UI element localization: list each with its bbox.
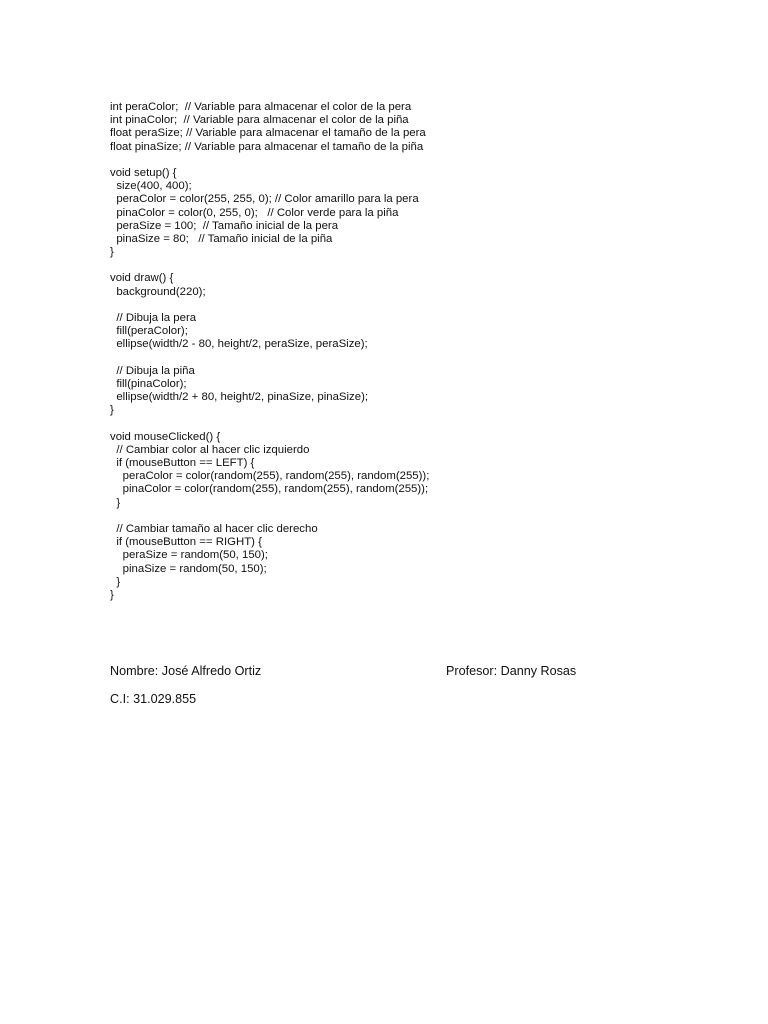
code-line: ellipse(width/2 + 80, height/2, pinaSize, pinaSize);	[110, 391, 369, 404]
code-line: ellipse(width/2 - 80, height/2, peraSize, peraSize);	[110, 338, 368, 351]
code-line: if (mouseButton == RIGHT) {	[110, 536, 262, 549]
code-line: int pinaColor; // Variable para almacenar el color de la piña	[110, 114, 409, 127]
code-line: fill(pinaColor);	[110, 377, 187, 390]
code-line: void draw() {	[110, 272, 174, 285]
code-line: size(400, 400);	[110, 180, 192, 193]
student-name: Nombre: José Alfredo Ortiz	[110, 664, 262, 678]
code-line: // Cambiar tamaño al hacer clic derecho	[110, 523, 318, 535]
code-line: // Cambiar color al hacer clic izquierdo	[110, 443, 310, 456]
code-line: peraColor = color(random(255), random(255), random(255));	[110, 470, 430, 483]
code-block	[110, 101, 670, 602]
code-line: // Dibuja la piña	[110, 364, 195, 377]
code-line: void mouseClicked() {	[110, 430, 221, 443]
code-line	[110, 299, 670, 312]
code-line	[110, 259, 670, 272]
code-line	[110, 510, 670, 523]
code-line: int peraColor; // Variable para almacenar el color de la pera	[110, 101, 412, 113]
code-line: // Dibuja la pera	[110, 312, 197, 324]
code-line: fill(peraColor);	[110, 325, 188, 338]
code-line: background(220);	[110, 285, 206, 298]
code-line: void setup() {	[110, 166, 177, 179]
code-line	[110, 418, 670, 431]
code-line: if (mouseButton == LEFT) {	[110, 457, 255, 470]
code-line	[110, 154, 670, 167]
code-line	[110, 352, 670, 365]
student-id: C.I: 31.029.855	[110, 692, 197, 706]
professor-name: Profesor: Danny Rosas	[446, 664, 577, 678]
code-line: peraSize = 100; // Tamaño inicial de la pera	[110, 219, 339, 232]
code-line: pinaColor = color(0, 255, 0); // Color verde para la piña	[110, 206, 399, 219]
code-line: float peraSize; // Variable para almacenar el tamaño de la pera	[110, 127, 426, 140]
code-line: float pinaSize; // Variable para almacenar el tamaño de la piña	[110, 140, 424, 153]
code-line: peraColor = color(255, 255, 0); // Color amarillo para la pera	[110, 193, 419, 206]
code-line: peraSize = random(50, 150);	[110, 549, 268, 562]
code-line: }	[110, 496, 121, 509]
code-line: }	[110, 404, 114, 417]
code-line: }	[110, 588, 114, 601]
code-line: pinaSize = 80; // Tamaño inicial de la piña	[110, 232, 333, 245]
code-line: pinaColor = color(random(255), random(255), random(255));	[110, 483, 429, 496]
code-line: }	[110, 575, 121, 588]
code-line: }	[110, 246, 114, 259]
code-line: pinaSize = random(50, 150);	[110, 562, 267, 575]
